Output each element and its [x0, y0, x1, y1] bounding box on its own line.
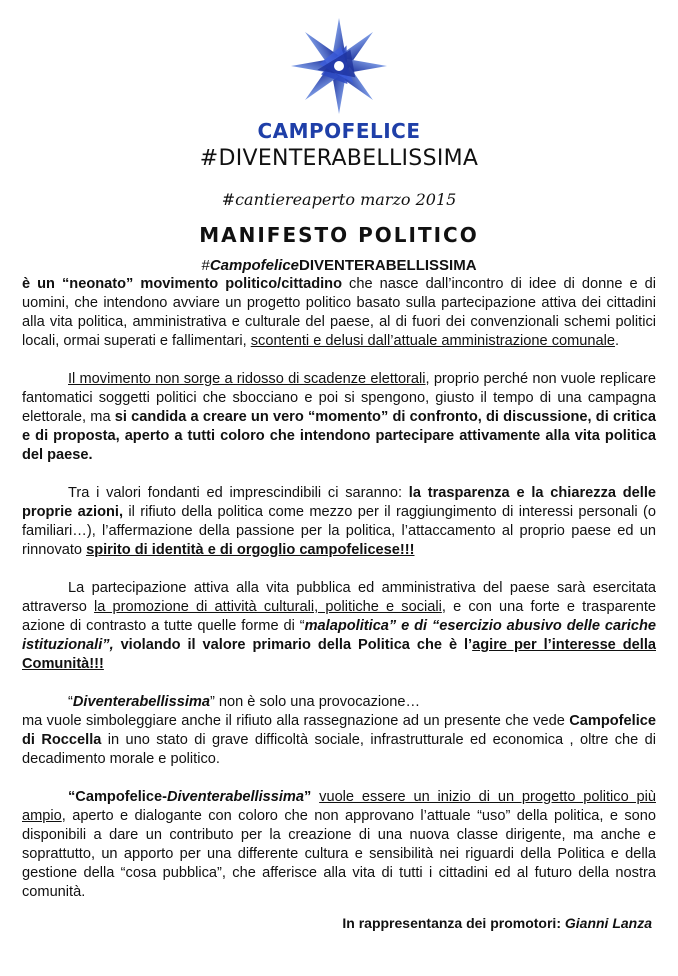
p1-bold: è un “neonato” movimento politico/cittadino [22, 276, 342, 292]
p4-text-2: , e con una forte e trasparente azione di contrasto a tutte quelle forme di “ [22, 599, 656, 634]
p4-bold-underline: agire per l’interesse della Comunità!!! [22, 637, 656, 672]
signature-name: Gianni Lanza [564, 915, 652, 931]
manifesto-body [22, 256, 656, 933]
p4-underline: la promozione di attività culturali, politiche e sociali [94, 599, 442, 615]
p5-text-3: in uno stato di grave difficoltà sociale, infrastrutturale ed economica , oltre che di decadimento morale e politico. [22, 732, 656, 767]
document-page [0, 16, 678, 976]
paragraph-6 [22, 788, 656, 902]
blue-star-icon [289, 16, 389, 116]
p2-bold: si candida a creare un vero “momento” di confronto, di discussione, di critica e di proposta, aperto a tutti coloro che intendono partecipare attivamente alla vita politica del paese. [22, 409, 656, 463]
p6-quote-close: ” [304, 789, 312, 805]
p3-text-2: il rifiuto della politica come mezzo per il raggiungimento di interessi personali (o familiari…), l’affermazione della passione per la politica, l’attaccamento al proprio paese ed un rinnovato [22, 504, 656, 558]
signature [22, 914, 656, 933]
paragraph-3 [22, 484, 656, 560]
paragraph-4 [22, 579, 656, 674]
p5-quote-open: “ [68, 694, 73, 710]
intro-hashtag-italic: Campofelice [209, 257, 300, 274]
p2-text: , proprio perché non vuole replicare fantomatici soggetti politici che sbocciano e poi si spengono, giusto il tempo di una campagna elettorale, ma [22, 371, 656, 425]
p3-bold: la trasparenza e la chiarezza delle proprie azioni, [22, 485, 657, 520]
p4-bold: violando il valore primario della Politica che è l’ [113, 637, 473, 653]
signature-label: In rappresentanza dei promotori: [342, 915, 565, 931]
p3-text: Tra i valori fondanti ed imprescindibili ci saranno: [68, 485, 409, 501]
p5-text: ” non è solo una provocazione… [209, 694, 421, 710]
organization-name: CAMPOFELICE [257, 119, 421, 143]
paragraph-2 [22, 370, 656, 465]
p3-bold-underline: spirito di identità e di orgoglio campofelicese!!! [86, 542, 415, 558]
hashtag-title: #DIVENTERABELLISSIMA [199, 146, 479, 171]
p6-text: , aperto e dialogante con coloro che non approvano l’attuale “uso” della politica, e sono disponibili a dare un contributo per la creazione di una nuova classe dirigente, ma anche e soprattutto, un apporto per una differente cultura e sensibilità nei riguardi della Politica e della gestione della “cosa pubblica”, che afferisce alla vita di tutti i cittadini ed al futuro della nostra comunità. [22, 808, 656, 900]
intro-hashtag-caps: DIVENTERABELLISSIMA [299, 257, 477, 274]
p5-bold: Campofelice di Roccella [22, 713, 656, 748]
p6-bold-italic: Diventerabellissima [166, 789, 305, 805]
intro-hashtag [22, 256, 656, 275]
subtitle: #cantiereaperto marzo 2015 [221, 190, 457, 209]
p1-end: . [614, 333, 620, 349]
p5-bold-italic: Diventerabellissima [72, 694, 210, 710]
p4-text: La partecipazione attiva alla vita pubblica ed amministrativa del paese sarà esercitata attraverso [22, 580, 656, 615]
page-title: MANIFESTO POLITICO [199, 223, 479, 247]
p6-bold: “Campofelice- [68, 789, 167, 805]
p1-underline: scontenti e delusi dall’attuale amministrazione comunale [250, 333, 615, 349]
p2-underline: Il movimento non sorge a ridosso di scadenze elettorali [68, 371, 426, 387]
paragraph-5-line-1 [22, 693, 656, 712]
intro-hash: # [201, 257, 210, 274]
p5-text-2: ma vuole simboleggiare anche il rifiuto alla rassegnazione ad un presente che vede [22, 713, 570, 729]
p1-text: che nasce dall’incontro di idee di donne e di uomini, che intendono avviare un progetto politico basato sulla partecipazione attiva dei cittadini alla vita politica, amministrativa e culturale del paese, al di fuori dei convenzionali schemi politici locali, ormai superati e fallimentari, [22, 276, 656, 349]
paragraph-1 [22, 275, 656, 351]
p6-underline: vuole essere un inizio di un progetto politico più ampio [22, 789, 656, 824]
paragraph-5 [22, 712, 656, 769]
p4-bold-italic: malapolitica” e di “esercizio abusivo delle cariche istituzionali”, [22, 618, 656, 653]
